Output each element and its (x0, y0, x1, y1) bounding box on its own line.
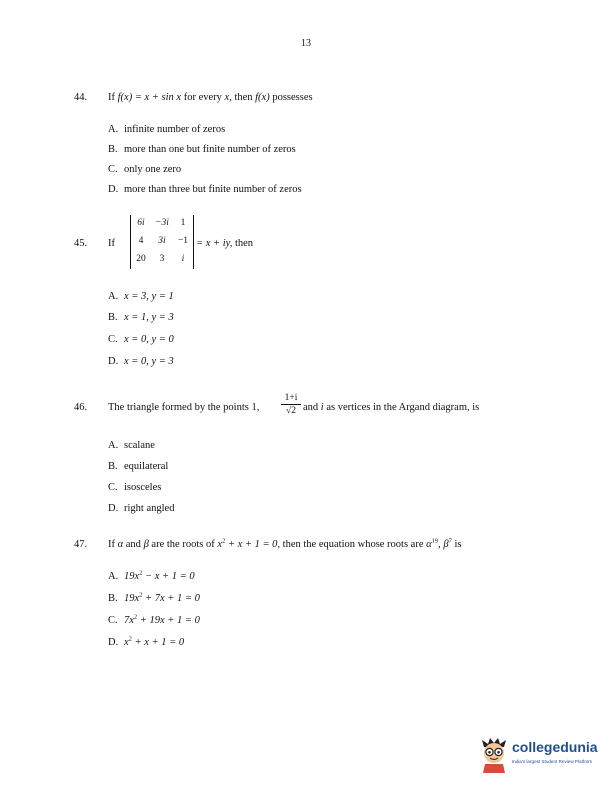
question-46-stem-prefix: The triangle formed by the points 1, (108, 402, 260, 413)
logo-brand-text: collegedunia (512, 739, 598, 755)
collegedunia-logo (478, 737, 598, 773)
question-46-option-b: B. equilateral (108, 461, 169, 472)
fraction (281, 393, 301, 416)
question-46-stem-suffix: and i as vertices in the Argand diagram, is (303, 402, 480, 413)
question-44-number: 44. (74, 92, 88, 103)
question-47-option-d: D. $x^2 + x + 1 = 0$ (108, 635, 185, 648)
question-46-option-c: C. isosceles (108, 482, 162, 493)
question-44-option-a: A. infinite number of zeros (108, 124, 226, 135)
determinant (130, 215, 194, 269)
question-44-option-c: C. only one zero (108, 164, 182, 175)
det-cell: 3i (158, 236, 166, 246)
det-cell: −3i (155, 218, 169, 228)
question-45-option-d: D. x = 0, y = 3 (108, 356, 174, 367)
question-45-option-a: A. x = 3, y = 1 (108, 291, 174, 302)
fraction-denominator: √2 (286, 406, 296, 416)
det-cell: 20 (136, 254, 146, 264)
question-45-option-b: B. x = 1, y = 3 (108, 312, 174, 323)
det-cell: 6i (137, 218, 145, 228)
fraction-numerator: 1+i (281, 393, 301, 405)
question-47-number: 47. (74, 539, 88, 550)
det-cell: 4 (138, 236, 144, 246)
question-45-if: If (108, 238, 115, 249)
question-45-option-c: C. x = 0, y = 0 (108, 334, 174, 345)
question-47-option-a: A. $19x^2 - x + 1 = 0$ (108, 569, 195, 582)
question-46-number: 46. (74, 402, 88, 413)
mascot-icon (478, 737, 510, 773)
question-45-stem-suffix: = x + iy, then (196, 238, 254, 249)
det-cell: i (181, 254, 185, 264)
question-45-number: 45. (74, 238, 88, 249)
question-44-option-b: B. more than one but finite number of zeros (108, 144, 296, 155)
question-44-option-d: D. more than three but finite number of zeros (108, 184, 302, 195)
logo-tagline: India's largest Student Review Platform (512, 759, 593, 764)
det-cell: −1 (177, 236, 189, 246)
question-46-option-a: A. scalane (108, 440, 155, 451)
question-47-option-c: C. $7x^2 + 19x + 1 = 0$ (108, 613, 200, 626)
question-46-option-d: D. right angled (108, 503, 175, 514)
question-44-stem: If f(x) = x + sin x for every x, then f(x) possesses (108, 92, 313, 103)
question-47-option-b: B. $19x^2 + 7x + 1 = 0$ (108, 591, 200, 604)
question-47-stem: If α and β are the roots of $x^2 + x + 1 = 0$, then the equation whose roots are $\alpha^{19}$, $\beta^7$ is (108, 537, 462, 550)
det-cell: 1 (180, 218, 186, 228)
det-cell: 3 (159, 254, 165, 264)
page-number: 13 (301, 38, 311, 49)
